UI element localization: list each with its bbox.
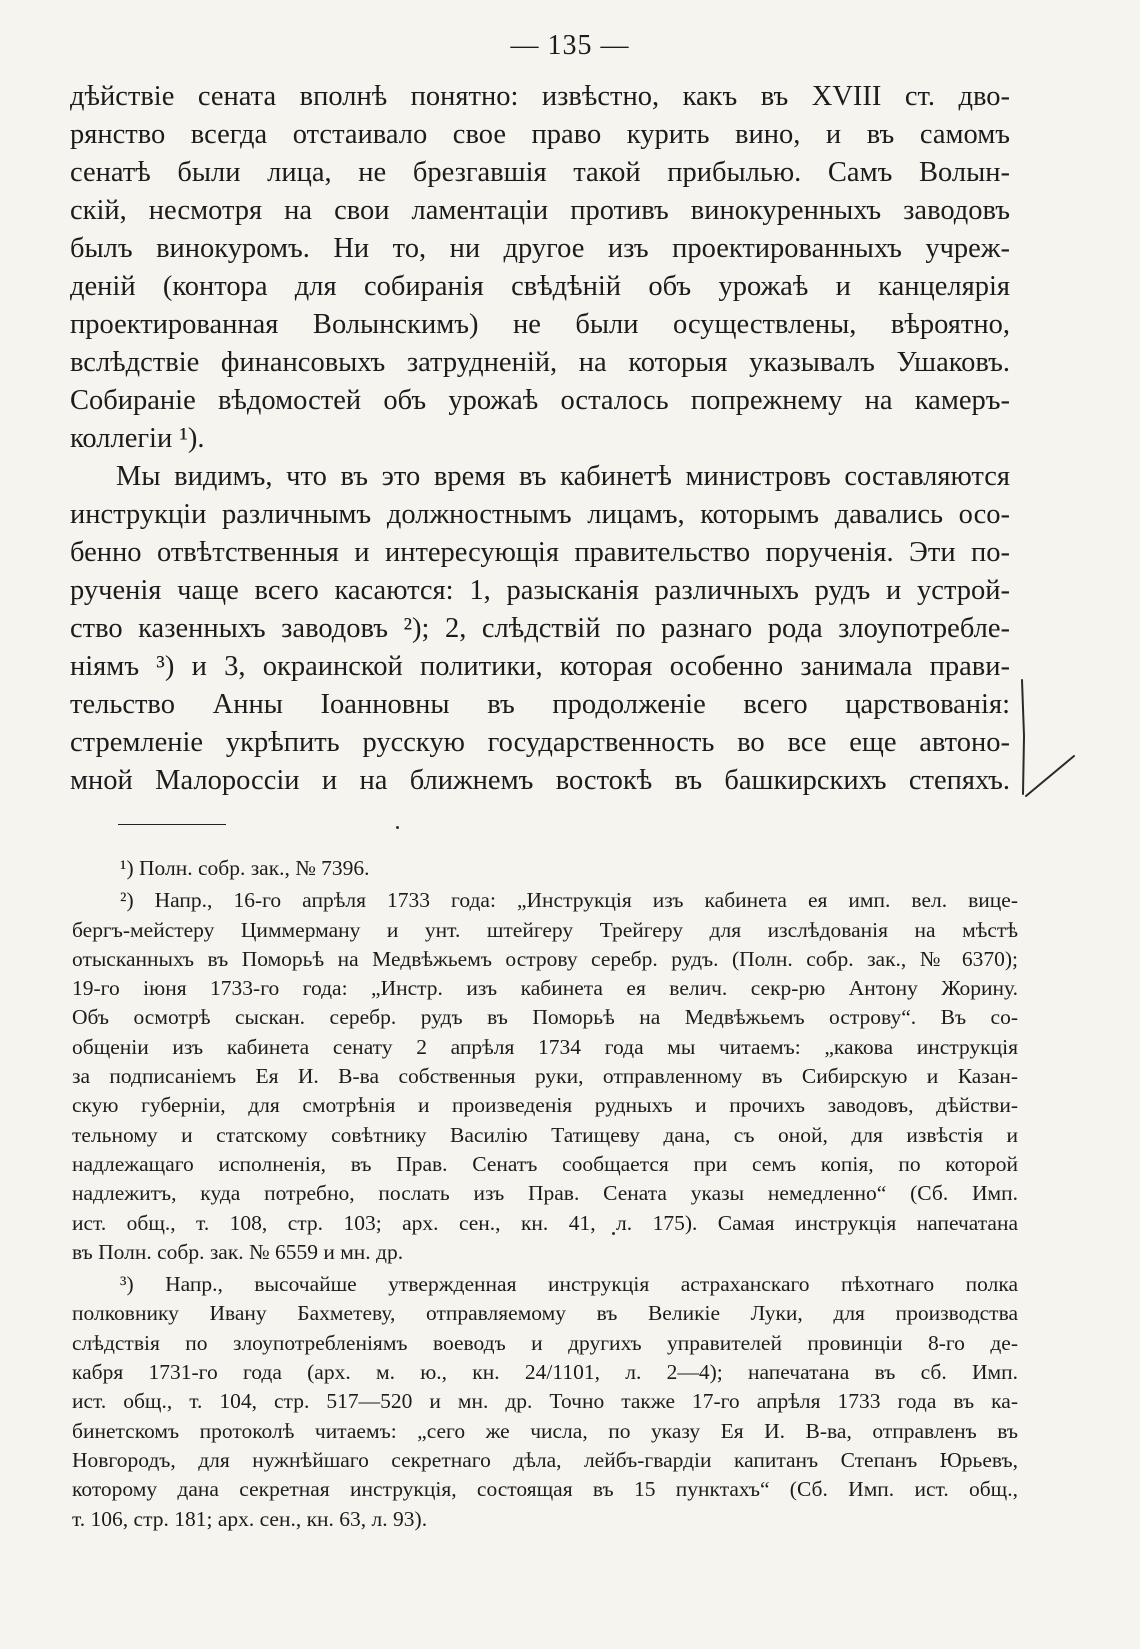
footnote-line: 19-го іюня 1733-го года: „Инстр. изъ кабинета ея велич. секр-рю Антону Жорину. xyxy=(72,976,1018,1001)
footnote-line: надлежитъ, куда потребно, послать изъ Прав. Сената указы немедленно“ (Сб. Имп. xyxy=(72,1181,1018,1206)
text-line: проектированная Волынскимъ) не были осуществлены, вѣроятно, xyxy=(70,309,1010,340)
footnote-line: Новгородъ, для нужнѣйшаго секретнаго дѣла, лейбъ-гвардіи капитанъ Степанъ Юрьевъ, xyxy=(72,1447,1018,1472)
footnote-line: полковнику Ивану Бахметеву, отправляемому въ Великіе Луки, для производства xyxy=(72,1301,1018,1326)
text-line: бенно отвѣтственныя и интересующія правительство порученія. Эти по- xyxy=(70,537,1010,568)
footnote-line: т. 106, стр. 181; арх. сен., кн. 63, л. 93). xyxy=(72,1506,428,1531)
text-line: былъ винокуромъ. Ни то, ни другое изъ проектированныхъ учреж- xyxy=(70,233,1010,264)
footnote-line: ист. общ., т. 104, стр. 517—520 и мн. др. Точно также 17-го апрѣля 1733 года въ ка- xyxy=(72,1389,1018,1414)
footnotes xyxy=(72,854,1018,1534)
stray-ink-dot xyxy=(396,826,399,829)
footnote-line: ³) Напр., высочайше утвержденная инструкція астраханскаго пѣхотнаго полка xyxy=(120,1272,1018,1297)
text-line: рянство всегда отстаивало свое право курить вино, и въ самомъ xyxy=(70,119,1010,150)
text-line: рученія чаще всего касаются: 1, разысканія различныхъ рудъ и устрой- xyxy=(70,575,1010,606)
text-line: скій, несмотря на свои ламентаціи противъ винокуренныхъ заводовъ xyxy=(70,195,1010,226)
footnote-line: кабря 1731-го года (арх. м. ю., кн. 24/1101, л. 2—4); напечатана въ сб. Имп. xyxy=(72,1360,1018,1385)
text-line: ство казенныхъ заводовъ ²); 2, слѣдствій по разнаго рода злоупотребле- xyxy=(70,613,1010,644)
text-line: инструкціи различнымъ должностнымъ лицамъ, которымъ давались осо- xyxy=(70,499,1010,530)
footnote-1 xyxy=(72,854,1018,883)
footnote-2 xyxy=(72,886,1018,1267)
footnote-3 xyxy=(72,1270,1018,1534)
pencil-margin-mark-icon xyxy=(1018,676,1078,806)
text-line: тельство Анны Іоанновны въ продолженіе всего царствованія: xyxy=(70,689,1010,720)
footnote-line: надлежащаго исполненія, въ Прав. Сенатъ сообщается при семъ копія, по которой xyxy=(72,1151,1018,1176)
text-line: дѣйствіе сената вполнѣ понятно: извѣстно, какъ въ XVIII ст. дво- xyxy=(70,81,1010,112)
page-number: — 135 — xyxy=(510,30,630,61)
footnote-line: ²) Напр., 16-го апрѣля 1733 года: „Инструкція изъ кабинета ея имп. вел. вице- xyxy=(120,888,1018,913)
footnote-separator xyxy=(118,824,226,825)
text-line: коллегіи ¹). xyxy=(70,423,205,454)
footnote-line: отысканныхъ въ Поморьѣ на Медвѣжьемъ острову серебр. рудъ. (Полн. собр. зак., № 6370); xyxy=(72,946,1018,971)
text-line: ніямъ ³) и 3, окраинской политики, которая особенно занимала прави- xyxy=(70,651,1010,682)
footnote-line: въ Полн. собр. зак. № 6559 и мн. др. xyxy=(72,1239,404,1264)
footnote-line: ист. общ., т. 108, стр. 103; арх. сен., кн. 41, л. 175). Самая инструкція напечатана xyxy=(72,1210,1018,1235)
footnote-line: за подписаніемъ Ея И. В-ва собственныя руки, отправленному въ Сибирскую и Казан- xyxy=(72,1064,1018,1089)
footnote-line: бергъ-мейстеру Циммерману и унт. штейгеру Трейгеру для изслѣдованія на мѣстѣ xyxy=(72,917,1018,942)
footnote-line: Объ осмотрѣ сыскан. серебр. рудъ въ Поморьѣ на Медвѣжьемъ острову“. Въ со- xyxy=(72,1005,1018,1030)
text-line: сенатѣ были лица, не брезгавшія такой прибылью. Самъ Волын- xyxy=(70,157,1010,188)
main-text-body xyxy=(70,78,1010,800)
footnote-line: слѣдствія по злоупотребленіямъ воеводъ и другихъ управителей провинціи 8-го де- xyxy=(72,1330,1018,1355)
paragraph-start-line: Мы видимъ, что въ это время въ кабинетѣ министровъ составляются xyxy=(116,461,1010,492)
text-line: вслѣдствіе финансовыхъ затрудненій, на которыя указывалъ Ушаковъ. xyxy=(70,347,1010,378)
footnote-line: скую губерніи, для смотрѣнія и произведенія рудныхъ и прочихъ заводовъ, дѣйстви- xyxy=(72,1093,1018,1118)
text-line: Собираніе вѣдомостей объ урожаѣ осталось попрежнему на камеръ- xyxy=(70,385,1010,416)
text-line: деній (контора для собиранія свѣдѣній объ урожаѣ и канцелярія xyxy=(70,271,1010,302)
footnote-line: которому дана секретная инструкція, состоящая въ 15 пунктахъ“ (Сб. Имп. ист. общ., xyxy=(72,1477,1018,1502)
footnote-line: общеніи изъ кабинета сенату 2 апрѣля 1734 года мы читаемъ: „какова инструкція xyxy=(72,1034,1018,1059)
footnote-line: тельному и статскому совѣтнику Василію Татищеву дана, съ оной, для извѣстія и xyxy=(72,1122,1018,1147)
footnote-line: бинетскомъ протоколѣ читаемъ: „сего же числа, по указу Ея И. В-ва, отправленъ въ xyxy=(72,1418,1018,1443)
footnote-line: ¹) Полн. собр. зак., № 7396. xyxy=(120,856,370,880)
text-line: стремленіе укрѣпить русскую государственность во все еще автоно- xyxy=(70,727,1010,758)
text-line: мной Малороссіи и на ближнемъ востокѣ въ башкирскихъ степяхъ. xyxy=(70,765,1010,796)
